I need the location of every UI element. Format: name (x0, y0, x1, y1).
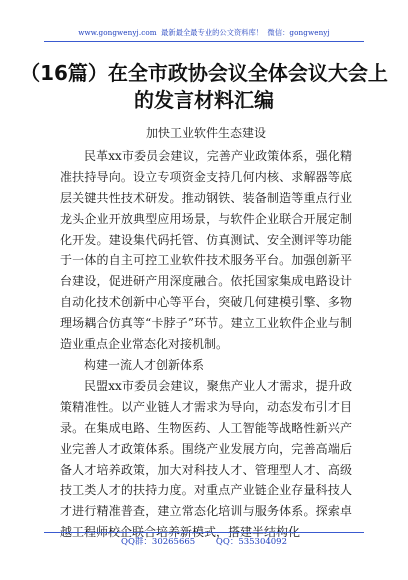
document-body (60, 123, 352, 543)
section-paragraph-software: 民革xx市委员会建议，完善产业政策体系，强化精准扶持导向。设立专项资金支持几何内核、求解器等底层关键共性技术研发。推动钢铁、装备制造等重点行业龙头企业开放典型应用场景，与软件企业联合开展定制化开发。建设集代码托管、仿真测试、安全测评等功能于一体的自主可控工业软件技术服务平台。加强创新平台建设，促进研产用深度融合。依托国家集成电路设计自动化技术创新中心等平台，突破几何建模引擎、多物理场耦合仿真等“卡脖子”环节。建立工业软件企业与制造业重点企业常态化对接机制。 (60, 148, 352, 352)
section-heading-software: 加快工业软件生态建设 (145, 126, 266, 140)
footer-qq-group: QQ群：30265665 (120, 537, 196, 547)
page-footer (0, 535, 408, 547)
header-wechat: 微信：gongwenyj (267, 28, 330, 37)
section-heading-talent: 构建一流人才创新体系 (84, 357, 205, 372)
page-header (0, 28, 408, 38)
footer-divider (44, 532, 364, 533)
section-paragraph-talent: 民盟xx市委员会建议，聚焦产业人才需求，提升政策精准性。以产业链人才需求为导向，动态发布引才目录。在集成电路、生物医药、人工智能等战略性新兴产业完善人才政策体系。围绕产业发展方向，完善高端后备人才培养政策，加大对科技人才、管理型人才、高级技工类人才的扶持力度。对重点产业链企业存量科技人才进行精准普查，建立常态化培训与服务体系。探索卓越工程师校企联合培养新模式，搭建半结构化 (60, 378, 352, 540)
header-site-link[interactable]: www.gongwenyj.com (78, 28, 157, 37)
footer-qq-contact: QQ：535304092 (215, 537, 287, 547)
header-divider (44, 41, 364, 42)
document-title: （16篇）在全市政协会议全体会议大会上的发言材料汇编 (20, 61, 388, 112)
header-slogan: 最新最全最专业的公文资料库！ (161, 28, 264, 37)
